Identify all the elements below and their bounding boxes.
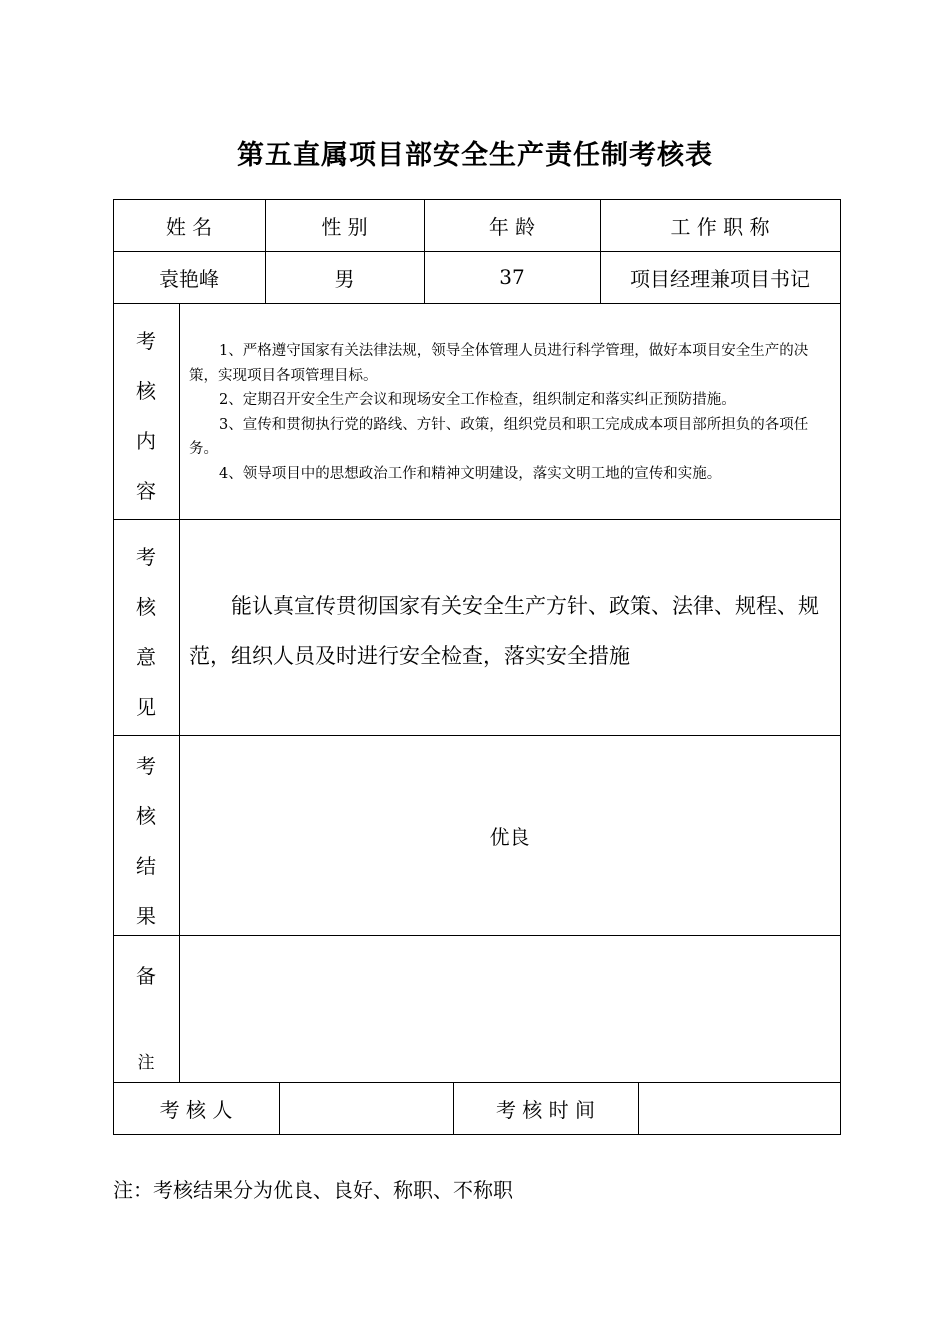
duty-item: 3、宣传和贯彻执行党的路线、方针、政策，组织党员和职工完成成本项目部所担负的各项任务。 — [189, 416, 809, 457]
person-name: 袁艳峰 — [159, 266, 219, 291]
name-header: 姓 名 — [165, 214, 213, 239]
remarks-label: 备 注 — [136, 964, 156, 1073]
duty-item: 2、定期召开安全生产会议和现场安全工作检查，组织制定和落实纠正预防措施。 — [219, 392, 736, 408]
result-label: 考 核 结 果 — [136, 754, 156, 928]
person-age: 37 — [499, 265, 525, 289]
reviewer-value — [279, 1082, 453, 1134]
content-duties — [189, 339, 834, 486]
time-value — [638, 1082, 840, 1134]
person-position: 项目经理兼项目书记 — [630, 266, 810, 291]
remarks-value — [179, 935, 840, 1082]
opinion-label: 考 核 意 见 — [136, 545, 156, 719]
duty-item: 1、严格遵守国家有关法律法规，领导全体管理人员进行科学管理，做好本项目安全生产的决策，实现项目各项管理目标。 — [189, 343, 809, 384]
opinion-text: 能认真宣传贯彻国家有关安全生产方针、政策、法律、规程、规范，组织人员及时进行安全检查，落实安全措施 — [189, 594, 819, 668]
person-gender: 男 — [334, 266, 355, 291]
position-header: 工 作 职 称 — [670, 214, 770, 239]
page-title: 第五直属项目部安全生产责任制考核表 — [237, 140, 713, 171]
gender-header: 性 别 — [321, 214, 368, 239]
reviewer-label: 考 核 人 — [159, 1097, 233, 1122]
time-label: 考 核 时 间 — [495, 1097, 596, 1122]
content-label: 考 核 内 容 — [136, 329, 156, 503]
footnote: 注：考核结果分为优良、良好、称职、不称职 — [113, 1178, 513, 1202]
age-header: 年 龄 — [488, 214, 536, 239]
result-value: 优良 — [489, 824, 530, 849]
duty-item: 4、领导项目中的思想政治工作和精神文明建设，落实文明工地的宣传和实施。 — [219, 465, 722, 482]
